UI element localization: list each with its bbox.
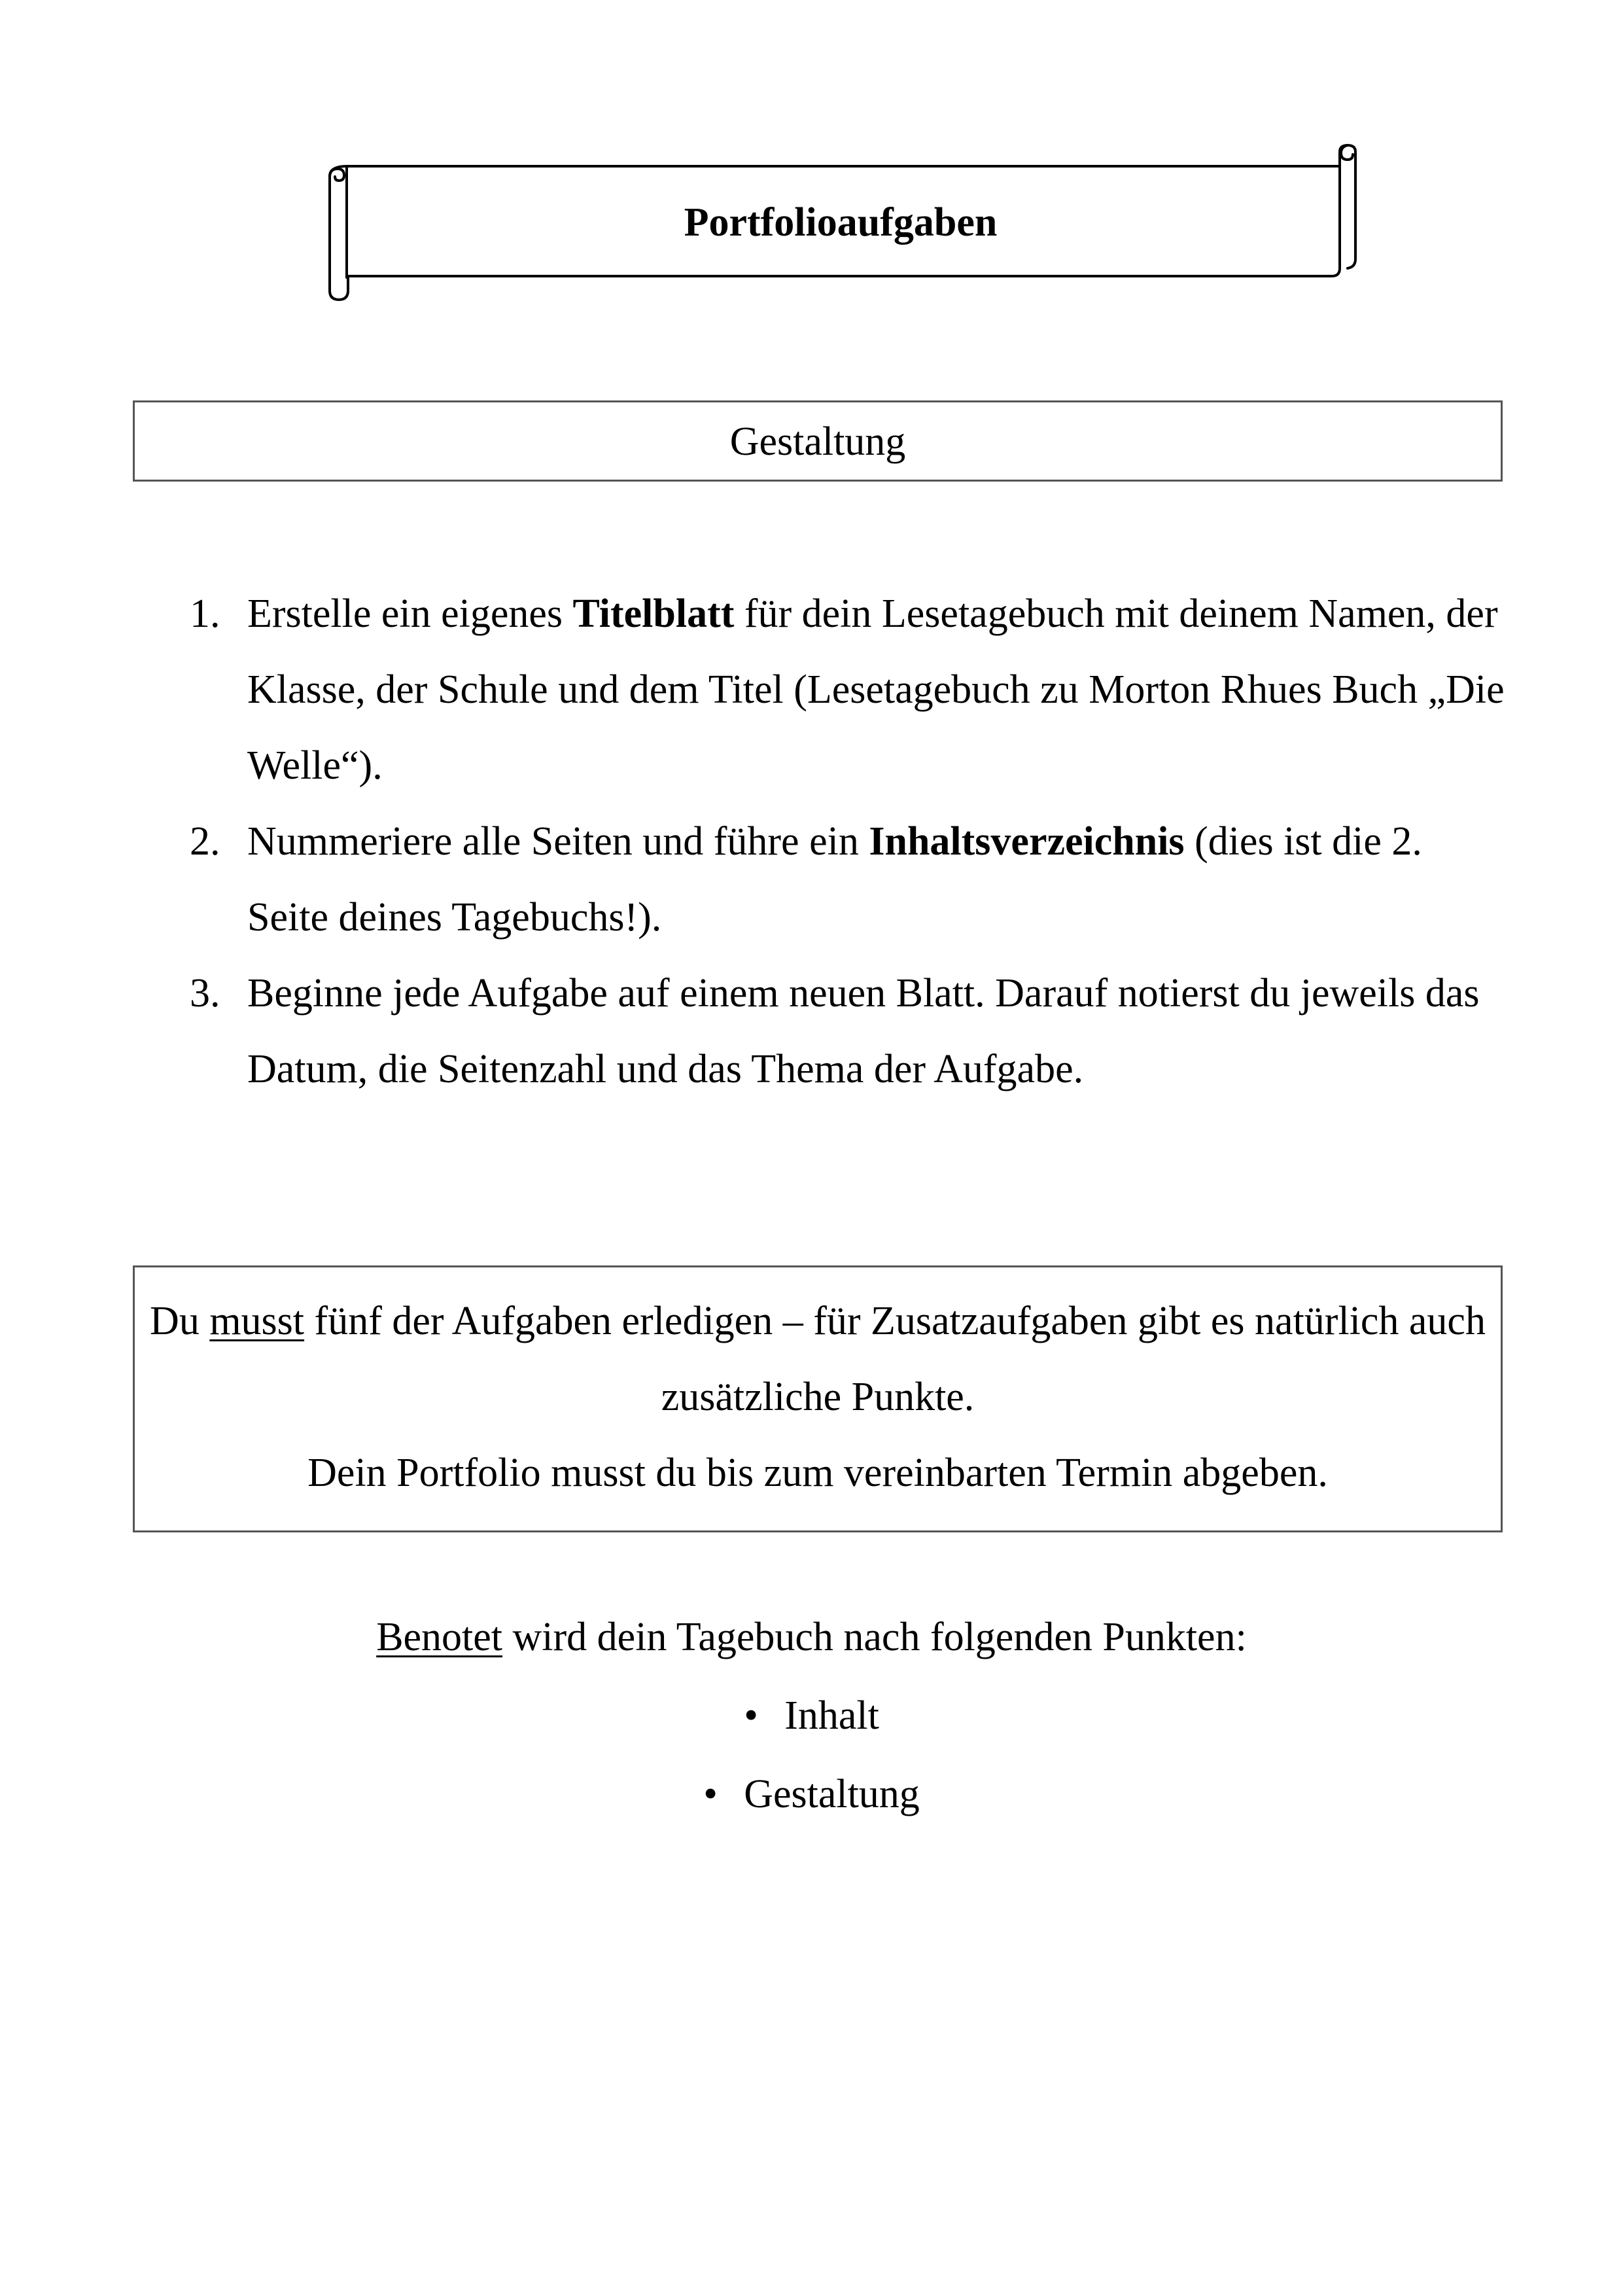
criterion-label: Gestaltung: [744, 1772, 920, 1816]
task-number: 1.: [190, 592, 220, 636]
bullet-icon: •: [744, 1693, 758, 1738]
task-number: 3.: [190, 971, 220, 1016]
grading-intro: [0, 1599, 1623, 1675]
grading-rest: wird dein Tagebuch nach folgenden Punkten:: [502, 1615, 1247, 1659]
task-keyword: Titelblatt: [572, 592, 735, 636]
task-text: für dein Lesetagebuch mit deinem Namen, der Klasse, der Schule und dem Titel (Lesetagebuch zu Morton Rhues Buch „Die Welle“).: [247, 592, 1505, 788]
section-heading-box: [133, 400, 1503, 482]
task-keyword: Inhaltsverzeichnis: [869, 819, 1185, 864]
task-text: (dies ist die 2. Seite deines Tagebuchs!).: [247, 819, 1422, 940]
task-number: 2.: [190, 819, 220, 864]
notice-emphasis: musst: [209, 1299, 305, 1343]
task-item-2: [190, 804, 1511, 955]
notice-text: [135, 1283, 1501, 1511]
title-scroll-banner: [321, 143, 1361, 306]
task-item-1: [190, 576, 1511, 804]
task-text: Beginne jede Aufgabe auf einem neuen Blatt. Darauf notierst du jeweils das Datum, die Seitenzahl und das Thema der Aufgabe.: [247, 971, 1480, 1091]
notice-paragraph-2: Dein Portfolio musst du bis zum vereinbarten Termin abgeben.: [307, 1451, 1328, 1495]
page-title: Portfolioaufgaben: [684, 200, 998, 245]
criterion-label: Inhalt: [784, 1693, 879, 1738]
task-text: Nummeriere alle Seiten und führe ein: [247, 819, 869, 864]
grading-criteria-list: [0, 1676, 1623, 1833]
task-item-3: [190, 955, 1511, 1107]
list-item: [0, 1676, 1623, 1755]
notice-box: [133, 1265, 1503, 1532]
grading-emphasis: Benotet: [376, 1615, 503, 1659]
bullet-icon: •: [703, 1772, 718, 1816]
section-heading: Gestaltung: [729, 419, 906, 464]
notice-paragraph-1: [135, 1283, 1501, 1435]
task-list: [190, 576, 1511, 1107]
notice-lead: Du: [150, 1299, 210, 1343]
notice-rest: fünf der Aufgaben erledigen – für Zusatzaufgaben gibt es natürlich auch zusätzliche Punkte.: [304, 1299, 1486, 1419]
list-item: [0, 1755, 1623, 1833]
task-text: Erstelle ein eigenes: [247, 592, 573, 636]
